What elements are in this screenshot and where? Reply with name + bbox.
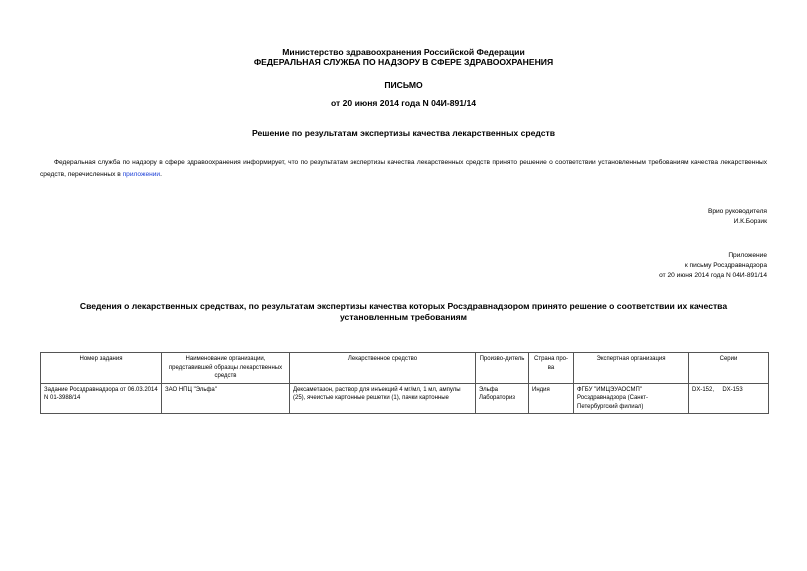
header-manufacturer: Произво-дитель: [476, 353, 529, 384]
cell-series: DX-152, DX-153: [689, 383, 769, 414]
header-medicine: Лекарственное средство: [290, 353, 476, 384]
medicines-table: [40, 352, 769, 414]
cell-task-number: Задание Росздравнадзора от 06.03.2014 N 01-3988/14: [41, 383, 162, 414]
appendix-link[interactable]: приложении: [122, 170, 161, 178]
cell-country: Индия: [529, 383, 574, 414]
signature-position: Врио руководителя: [707, 208, 767, 215]
document-subject: Решение по результатам экспертизы качества лекарственных средств: [251, 128, 556, 138]
signature-block: [708, 207, 767, 227]
cell-organization: ЗАО НПЦ "Эльфа": [162, 383, 290, 414]
appendix-letter: к письму Росздравнадзора: [684, 262, 767, 269]
letter-body-end: .: [160, 170, 162, 178]
cell-manufacturer: Эльфа Лабораториз: [476, 383, 529, 414]
appendix-reference: [659, 251, 767, 281]
section-title: Сведения о лекарственных средствах, по результатам экспертизы качества которых Росздравнадзором принято решение о соответствии их качества установленным требованиям: [79, 301, 728, 322]
header-country: Страна про-ва: [529, 353, 574, 384]
header-series: Серии: [689, 353, 769, 384]
table-header-row: [41, 353, 769, 384]
document-type: ПИСЬМО: [384, 80, 423, 90]
service-title: ФЕДЕРАЛЬНАЯ СЛУЖБА ПО НАДЗОРУ В СФЕРЕ ЗДРАВООХРАНЕНИЯ: [253, 57, 554, 67]
letter-body-text: Федеральная служба по надзору в сфере здравоохранения информирует, что по результатам экспертизы качества лекарственных средств принято решение о соответствии установленным требованиям качества лекарственных средств, перечисленных в: [40, 159, 767, 178]
header-task-number: Номер задания: [41, 353, 162, 384]
letter-body: [40, 157, 767, 180]
cell-medicine: Дексаметазон, раствор для инъекций 4 мг/мл, 1 мл, ампулы (25), ячеистые картонные решетки (1), пачки картонные: [290, 383, 476, 414]
appendix-label: Приложение: [728, 252, 767, 259]
ministry-title: Министерство здравоохранения Российской Федерации: [282, 47, 525, 57]
cell-expert-organization: ФГБУ "ИМЦЭУАОСМП" Росздравнадзора (Санкт-Петербургский филиал): [574, 383, 689, 414]
appendix-date: от 20 июня 2014 года N 04И-891/14: [659, 272, 767, 279]
table-row: [41, 383, 769, 414]
signature-name: И.К.Борзик: [733, 218, 767, 225]
header-expert-organization: Экспертная организация: [574, 353, 689, 384]
document-date: от 20 июня 2014 года N 04И-891/14: [331, 98, 476, 108]
header-organization: Наименование организации, представившей образцы лекарственных средств: [162, 353, 290, 384]
